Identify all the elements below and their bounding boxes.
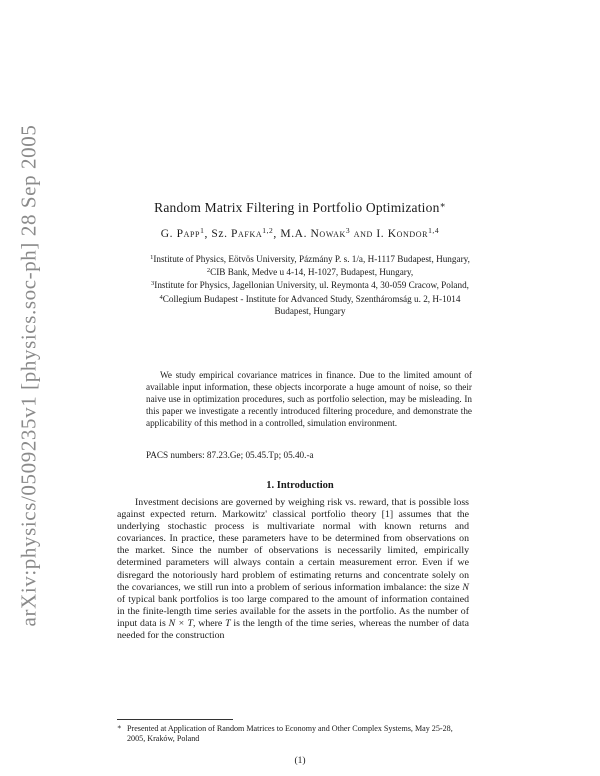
affiliation-text: Institute for Physics, Jagellonian University, ul. Reymonta 4, 30-059 Cracow, Poland, bbox=[154, 280, 469, 291]
body-text-2: of typical bank portfolios is too large compared to the amount of information contained in the finite-length time series available for the assets in the portfolio. As the number of input data is bbox=[117, 593, 469, 629]
author bbox=[211, 228, 273, 240]
author-list: G. Papp$^1$, Sz. Pafka$^{1,2}$, M.A. Nowak$^3$ and I. Kondor$^{1,4}$ bbox=[160, 226, 440, 240]
author bbox=[161, 228, 205, 240]
abstract: We study empirical covariance matrices in finance. Due to the limited amount of available input information, these objects incorporate a huge amount of noise, so their naive use in optimization procedures, such as portfolio selection, may be misleading. In this paper we investigate a recently introduced filtering procedure, and demonstrate the applicability of this method in a controlled, simulation environment. bbox=[146, 370, 472, 429]
affiliation-number: 1 bbox=[150, 254, 154, 261]
math-var-n: N bbox=[462, 581, 469, 593]
section-heading bbox=[0, 480, 600, 491]
author-initial: I. bbox=[376, 228, 388, 240]
author-conjunction: and bbox=[353, 228, 373, 240]
body-text-1: Investment decisions are governed by weighing risk vs. reward, that is possible loss against expected return. Markowitz' classical portfolio theory [1] assumes that the underlying stochastic process is multivariate normal with known returns and covariances. In practice, these parameters have to be determined from observations on the market. Since the number of observations is necessarily limited, empirically determined parameters will always contain a certain measurement error. Even if we disregard the notoriously hard problem of estimating returns and concentrate solely on the covariances, we still run into a problem of serious information imbalance: the size bbox=[117, 497, 469, 593]
affiliation-text: Institute of Physics, Eötvös University, Pázmány P. s. 1/a, H-1117 Budapest, Hungary, bbox=[153, 254, 470, 264]
author-surname: Nowak bbox=[310, 228, 346, 240]
body-text-3: , where bbox=[192, 617, 226, 629]
author-surname: Pafka bbox=[231, 228, 263, 240]
pacs-numbers: PACS numbers: 87.23.Ge; 05.45.Tp; 05.40.-a bbox=[146, 450, 314, 460]
affiliation-list bbox=[150, 252, 470, 317]
affiliation bbox=[150, 292, 470, 317]
paper-title bbox=[0, 200, 600, 216]
affiliation bbox=[150, 278, 470, 291]
footnote-text: Presented at Application of Random Matrices to Economy and Other Complex Systems, May 25-28, 2005, Kraków, Poland bbox=[127, 724, 453, 744]
affiliation-number: 3 bbox=[151, 280, 155, 288]
affiliation bbox=[150, 252, 470, 265]
footnote-mark: ∗ bbox=[117, 723, 122, 731]
math-var-t: T bbox=[225, 617, 231, 629]
title-footnote-mark: ∗ bbox=[439, 200, 446, 210]
author-affiliation-mark: 1,4 bbox=[428, 226, 440, 235]
paper-title-text: Random Matrix Filtering in Portfolio Optimization bbox=[154, 200, 440, 215]
author bbox=[280, 228, 350, 240]
body-text-4: is the length of the time series, whereas the number of data needed for the construction bbox=[117, 617, 469, 642]
author-surname: Papp bbox=[176, 228, 201, 240]
section-number: 1. bbox=[266, 480, 275, 491]
arxiv-stamp-text: arXiv:physics/0509235v1 [physics.soc-ph] 28 Sep 2005 bbox=[16, 124, 41, 626]
affiliation-number: 2 bbox=[206, 267, 211, 275]
section-title: Introduction bbox=[276, 480, 334, 491]
author-initial: G. bbox=[160, 228, 177, 240]
footnote-rule bbox=[117, 719, 233, 720]
author bbox=[376, 228, 439, 240]
affiliation bbox=[150, 265, 470, 278]
affiliation-text: Collegium Budapest - Institute for Advanced Study, Szentháromság u. 2, H-1014 Budapest, Hungary bbox=[162, 293, 461, 316]
author-initial: Sz. bbox=[211, 228, 232, 240]
author-affiliation-mark: 1 bbox=[200, 226, 205, 235]
page-number: (1) bbox=[294, 756, 306, 766]
body-paragraph bbox=[117, 497, 469, 642]
author-affiliation-mark: 1,2 bbox=[262, 226, 274, 235]
author-surname: Kondor bbox=[387, 228, 429, 240]
affiliation-number: 4 bbox=[159, 293, 163, 301]
author-initial: M.A. bbox=[280, 228, 311, 240]
author-affiliation-mark: 3 bbox=[345, 226, 351, 235]
footnote bbox=[117, 722, 469, 745]
math-n-times-t: N × T bbox=[168, 617, 193, 629]
affiliation-text: CIB Bank, Medve u 4-14, H-1027, Budapest, Hungary, bbox=[210, 267, 414, 278]
